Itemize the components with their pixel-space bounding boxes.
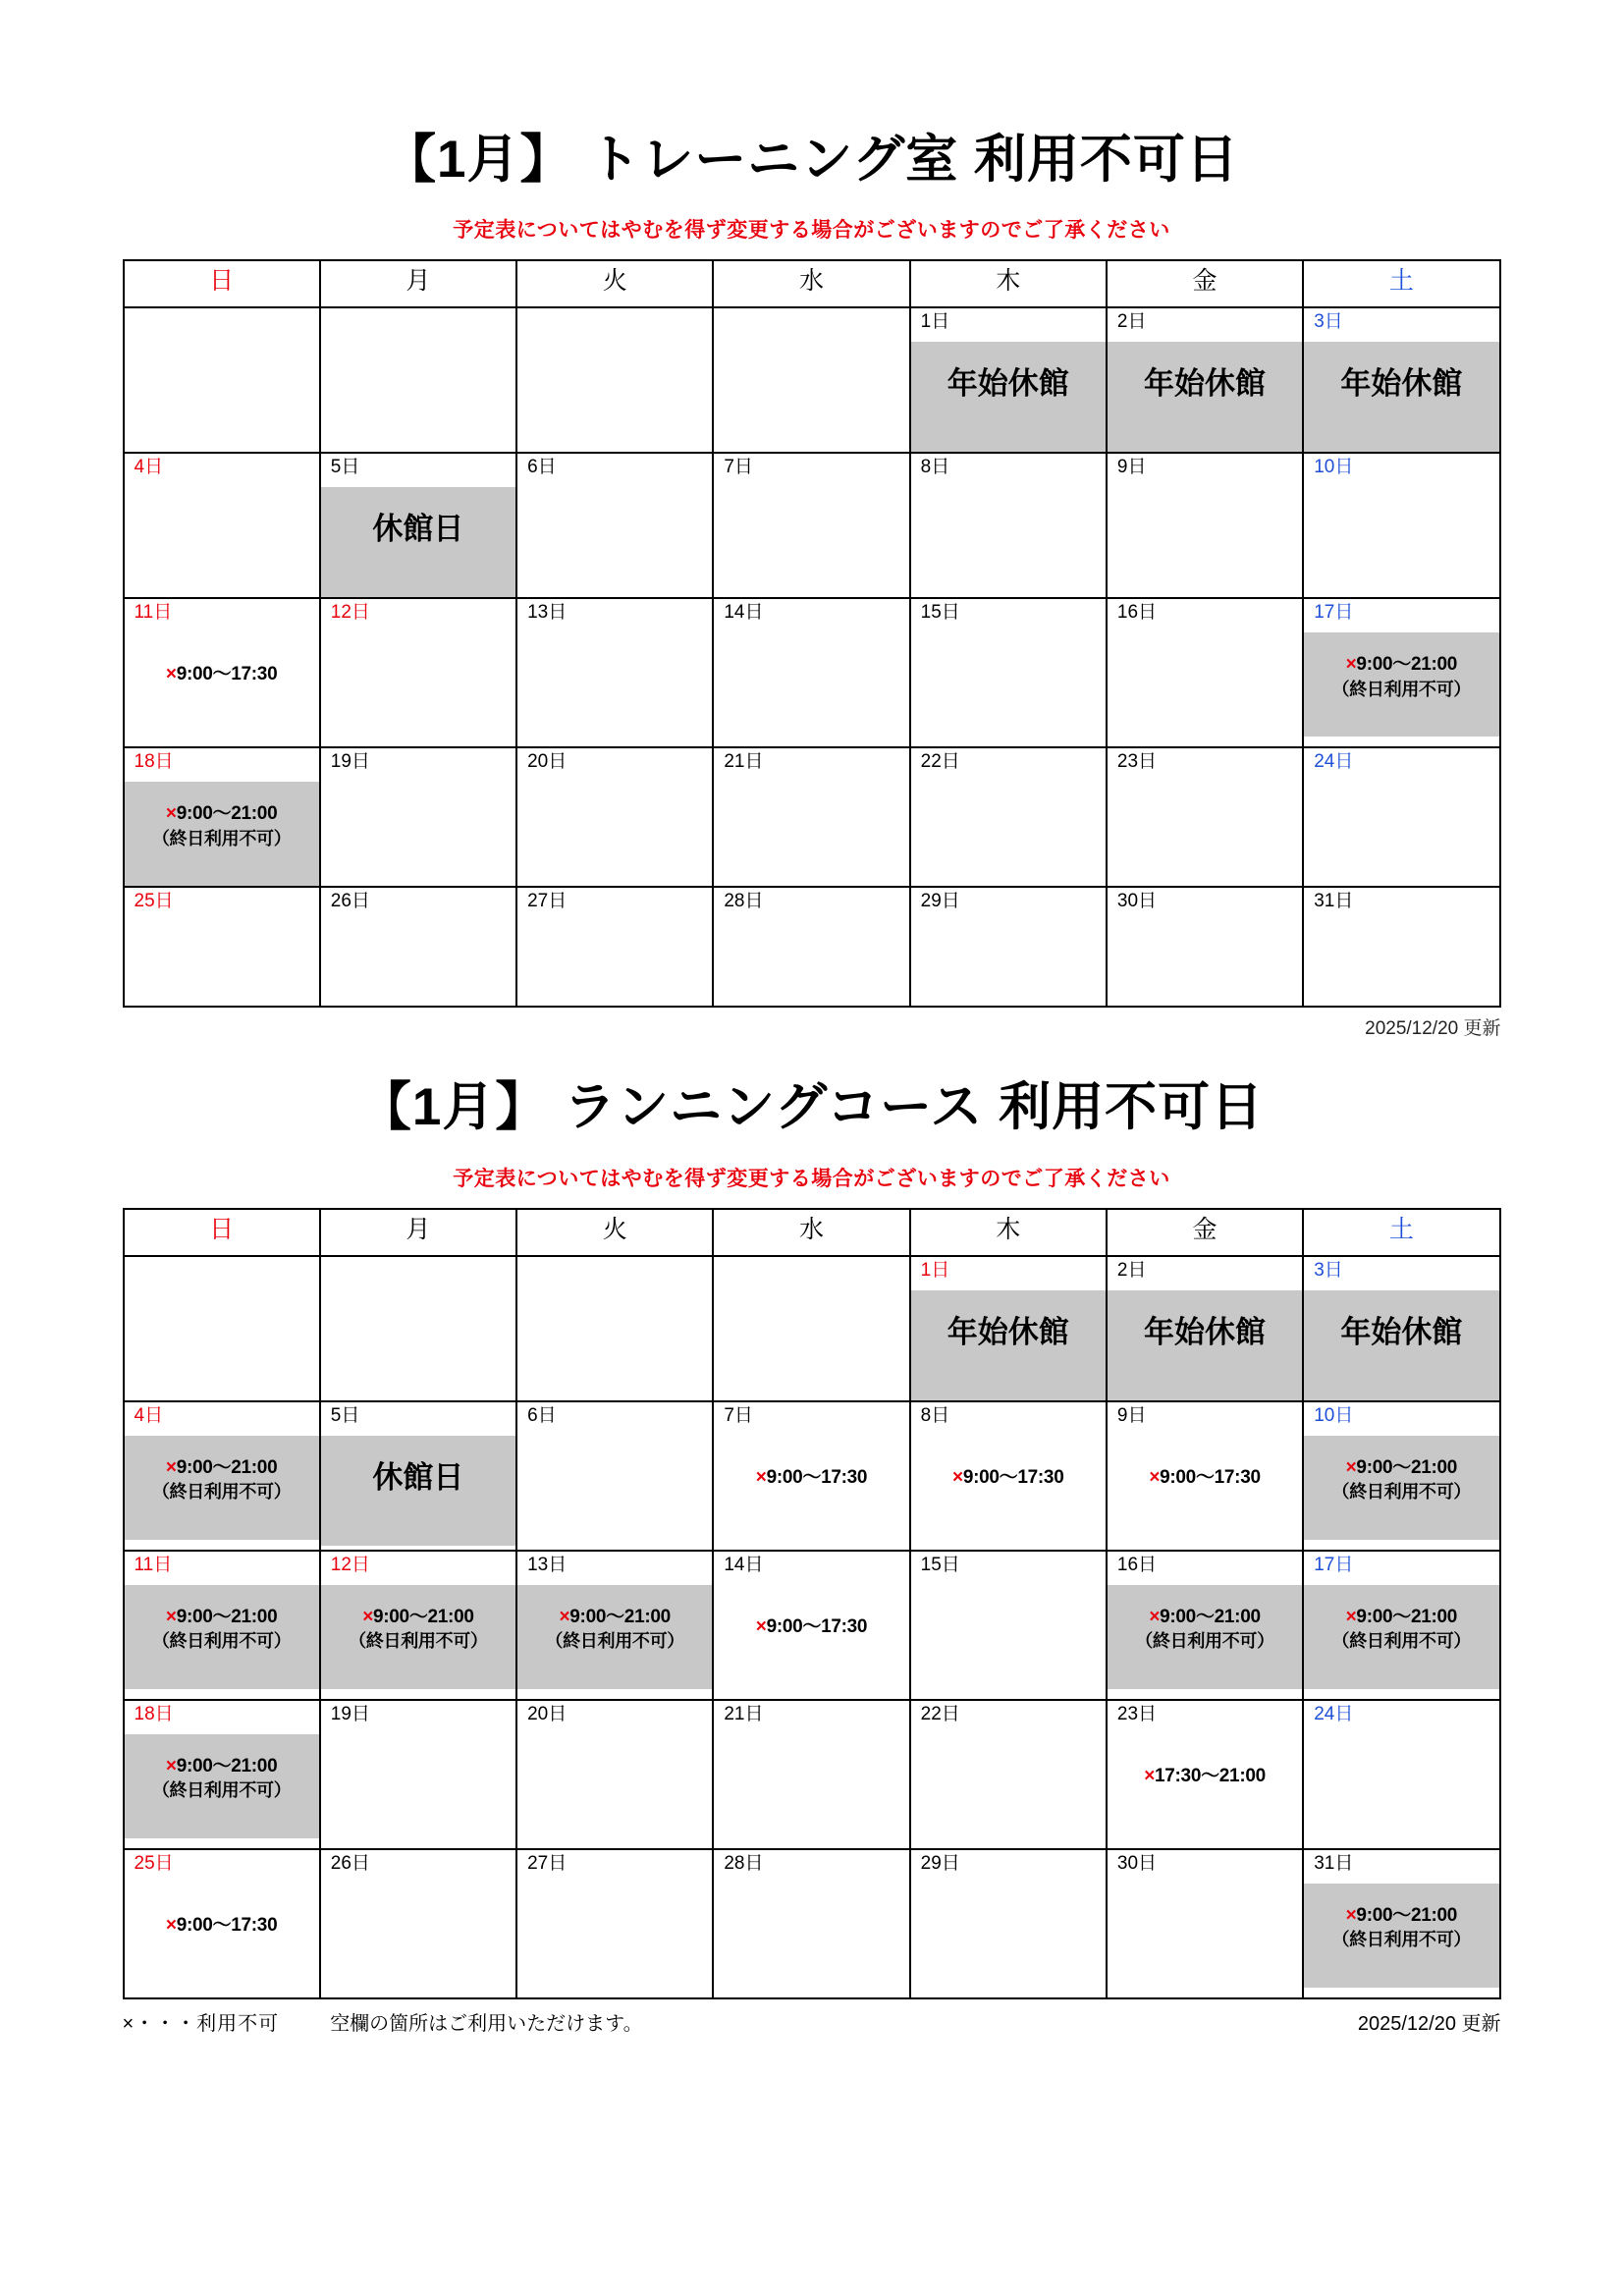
- updated-date-running: 2025/12/20 更新: [1357, 2012, 1501, 2035]
- weekday-wed: 水: [713, 260, 909, 307]
- day-content: [911, 921, 1106, 1006]
- day-number: 29日: [920, 891, 960, 912]
- day-cell: [124, 1700, 320, 1849]
- day-number: 8日: [920, 1404, 950, 1426]
- day-content: [714, 921, 908, 1006]
- unavailable-note: ×9:00〜17:30: [952, 1466, 1064, 1488]
- day-content-note: [1108, 1734, 1302, 1848]
- unavailable-note-sub: （終日利用不可）: [1331, 1631, 1472, 1652]
- day-cell: [516, 1401, 713, 1551]
- day-content-note: [125, 1884, 319, 1997]
- calendar-week-row: [124, 1849, 1500, 1998]
- day-number: [714, 1257, 908, 1290]
- day-cell: [1107, 1849, 1303, 1998]
- day-number: 7日: [724, 1404, 753, 1426]
- day-content: [1108, 1884, 1302, 1968]
- day-content: [714, 487, 908, 572]
- day-cell: [713, 1401, 909, 1551]
- day-number: 16日: [1116, 602, 1158, 624]
- day-cell: [1107, 1401, 1303, 1551]
- day-cell: [124, 598, 320, 747]
- day-number: 15日: [920, 602, 960, 624]
- day-number: 24日: [1314, 751, 1354, 773]
- day-cell: [320, 1256, 516, 1401]
- footer: [123, 2007, 1501, 2036]
- day-cell: [124, 887, 320, 1007]
- day-content-note: [125, 782, 319, 886]
- day-number: 6日: [527, 457, 557, 478]
- day-content: [911, 1734, 1106, 1819]
- day-cell: [910, 887, 1107, 1007]
- calendar-week-row: [124, 1256, 1500, 1401]
- day-number: [714, 308, 908, 342]
- day-content: [517, 921, 712, 1006]
- day-content-note: [125, 1734, 319, 1838]
- day-number: 31日: [1314, 891, 1354, 912]
- day-number: 5日: [330, 457, 360, 478]
- unavailable-note: ×9:00〜21:00: [165, 1456, 278, 1478]
- calendar-week-row: [124, 747, 1500, 887]
- day-content: [517, 1884, 712, 1968]
- day-cell: [516, 1849, 713, 1998]
- day-content-closed: 休館日: [321, 1436, 515, 1546]
- unavailable-note: ×9:00〜21:00: [559, 1606, 671, 1627]
- unavailable-note-sub: （終日利用不可）: [1135, 1631, 1274, 1652]
- calendar-week-row: [124, 598, 1500, 747]
- unavailable-note: ×9:00〜17:30: [755, 1615, 868, 1637]
- day-content: [714, 1734, 908, 1819]
- section-running-course: [0, 1040, 1623, 2035]
- day-content-note: [714, 1436, 908, 1550]
- day-content: [321, 1290, 515, 1375]
- page-title-running: 【1月】 ランニングコース 利用不可日: [358, 1078, 1265, 1137]
- day-number: 16日: [1116, 1554, 1158, 1575]
- day-cell: [1303, 747, 1499, 887]
- unavailable-note: ×9:00〜17:30: [165, 1914, 278, 1936]
- unavailable-note-sub: （終日利用不可）: [1331, 679, 1472, 699]
- notice-training: 予定表についてはやむを得ず変更する場合がございますのでご了承ください: [453, 219, 1170, 243]
- day-number: 15日: [920, 1554, 960, 1575]
- day-cell: [516, 887, 713, 1007]
- day-cell: [516, 307, 713, 453]
- unavailable-note-sub: （終日利用不可）: [545, 1631, 684, 1652]
- day-content: [1108, 632, 1302, 717]
- day-content: [517, 782, 712, 866]
- legend-blank: 空欄の箇所はご利用いただけます。: [330, 2012, 643, 2035]
- day-cell: [320, 1401, 516, 1551]
- day-cell: [1107, 887, 1303, 1007]
- unavailable-note-sub: （終日利用不可）: [151, 1482, 292, 1503]
- day-number: 10日: [1314, 1404, 1354, 1426]
- day-cell: [516, 1551, 713, 1700]
- day-content-note: [321, 1585, 515, 1689]
- day-cell: [1303, 887, 1499, 1007]
- weekday-sun: 日: [124, 260, 320, 307]
- day-cell: [320, 1700, 516, 1849]
- day-content: [125, 1290, 319, 1375]
- day-content: [714, 632, 908, 717]
- day-cell: [1303, 1551, 1499, 1700]
- day-number: 5日: [330, 1404, 360, 1426]
- day-content-note: [1108, 1585, 1302, 1689]
- day-number: [125, 1257, 319, 1290]
- unavailable-note: ×9:00〜21:00: [1345, 1904, 1458, 1926]
- day-content: [714, 1884, 908, 1968]
- day-number: 11日: [134, 1554, 173, 1575]
- day-cell: [1303, 598, 1499, 747]
- day-number: 14日: [724, 1554, 764, 1575]
- weekday-mon: 月: [320, 260, 516, 307]
- weekday-tue: 火: [516, 1209, 713, 1256]
- day-cell: [320, 453, 516, 598]
- day-cell: [516, 453, 713, 598]
- day-content: [1304, 1734, 1498, 1819]
- day-content: [911, 1884, 1106, 1968]
- day-cell: [320, 307, 516, 453]
- day-cell: [1303, 1256, 1499, 1401]
- day-number: 20日: [527, 1703, 568, 1724]
- day-cell: [1303, 1700, 1499, 1849]
- day-cell: [516, 747, 713, 887]
- day-number: 17日: [1314, 602, 1354, 624]
- unavailable-note-sub: （終日利用不可）: [151, 1780, 292, 1801]
- day-number: [517, 308, 712, 342]
- day-number: 31日: [1314, 1852, 1354, 1874]
- section-training-room: [0, 0, 1623, 1040]
- day-cell: [713, 1551, 909, 1700]
- day-number: 30日: [1116, 1852, 1158, 1874]
- day-cell: [713, 307, 909, 453]
- day-cell: [1107, 747, 1303, 887]
- day-cell: [124, 307, 320, 453]
- notice-running: 予定表についてはやむを得ず変更する場合がございますのでご了承ください: [453, 1167, 1170, 1190]
- unavailable-note: ×9:00〜17:30: [1149, 1466, 1261, 1488]
- weekday-mon: 月: [320, 1209, 516, 1256]
- unavailable-note: ×9:00〜21:00: [165, 803, 278, 825]
- day-number: 17日: [1314, 1554, 1354, 1575]
- day-content: [321, 782, 515, 866]
- day-cell: [1107, 307, 1303, 453]
- day-content: [1304, 487, 1498, 572]
- day-content: [321, 632, 515, 717]
- day-cell: [1303, 307, 1499, 453]
- calendar-table-running: [123, 1208, 1501, 1999]
- day-content-closed: 年始休館: [1304, 342, 1498, 452]
- day-number: 4日: [134, 457, 164, 478]
- calendar-table-training: [123, 259, 1501, 1008]
- unavailable-note-sub: （終日利用不可）: [349, 1631, 488, 1652]
- day-number: 27日: [527, 891, 568, 912]
- unavailable-note: ×9:00〜21:00: [165, 1606, 278, 1627]
- day-number: 1日: [920, 311, 950, 333]
- day-content-closed: 年始休館: [1304, 1290, 1498, 1400]
- weekday-sun: 日: [124, 1209, 320, 1256]
- day-number: 22日: [920, 751, 960, 773]
- day-number: [517, 1257, 712, 1290]
- day-cell: [1107, 453, 1303, 598]
- day-number: 21日: [724, 751, 764, 773]
- calendar-week-row: [124, 887, 1500, 1007]
- day-number: 23日: [1116, 1703, 1158, 1724]
- day-content-note: [1304, 1585, 1498, 1689]
- day-content: [125, 342, 319, 426]
- calendar-week-row: [124, 307, 1500, 453]
- day-cell: [516, 598, 713, 747]
- day-content-note: [517, 1585, 712, 1689]
- day-content: [714, 1290, 908, 1375]
- unavailable-note: ×17:30〜21:00: [1144, 1765, 1266, 1786]
- day-cell: [1303, 453, 1499, 598]
- unavailable-note-sub: （終日利用不可）: [1331, 1930, 1472, 1950]
- day-content: [125, 921, 319, 1006]
- day-content: [517, 632, 712, 717]
- day-cell: [124, 1256, 320, 1401]
- day-content: [517, 342, 712, 426]
- day-number: 3日: [1314, 311, 1343, 333]
- day-content-note: [1304, 632, 1498, 737]
- day-cell: [1107, 1700, 1303, 1849]
- day-content: [321, 1734, 515, 1819]
- day-content: [714, 342, 908, 426]
- day-cell: [124, 747, 320, 887]
- day-content-note: [1304, 1436, 1498, 1540]
- day-content: [1108, 782, 1302, 866]
- weekday-sat: 土: [1303, 1209, 1499, 1256]
- day-content: [517, 1734, 712, 1819]
- day-content-note: [911, 1436, 1106, 1550]
- unavailable-note: ×9:00〜17:30: [755, 1466, 868, 1488]
- day-content-note: [125, 1436, 319, 1540]
- day-cell: [124, 453, 320, 598]
- unavailable-note: ×9:00〜21:00: [362, 1606, 474, 1627]
- day-content: [1108, 921, 1302, 1006]
- day-number: 7日: [724, 457, 753, 478]
- day-content: [714, 782, 908, 866]
- day-number: 26日: [330, 891, 370, 912]
- day-cell: [516, 1700, 713, 1849]
- day-content: [1304, 921, 1498, 1006]
- day-cell: [713, 1256, 909, 1401]
- day-cell: [1107, 598, 1303, 747]
- unavailable-note-sub: （終日利用不可）: [151, 828, 292, 848]
- day-cell: [1107, 1256, 1303, 1401]
- unavailable-note: ×9:00〜21:00: [1149, 1606, 1261, 1627]
- day-content: [517, 487, 712, 572]
- day-number: 10日: [1314, 457, 1354, 478]
- day-content: [1108, 487, 1302, 572]
- day-content: [321, 342, 515, 426]
- weekday-thu: 木: [910, 1209, 1107, 1256]
- day-number: 23日: [1116, 751, 1158, 773]
- weekday-header-row: [124, 1209, 1500, 1256]
- calendar-week-row: [124, 1700, 1500, 1849]
- day-cell: [713, 747, 909, 887]
- day-content-closed: 年始休館: [911, 342, 1106, 452]
- day-cell: [1303, 1401, 1499, 1551]
- day-content-closed: 休館日: [321, 487, 515, 597]
- day-cell: [320, 747, 516, 887]
- day-cell: [910, 598, 1107, 747]
- day-cell: [124, 1551, 320, 1700]
- day-content: [911, 487, 1106, 572]
- day-cell: [910, 747, 1107, 887]
- unavailable-note: ×9:00〜21:00: [1345, 1606, 1458, 1627]
- day-number: 9日: [1116, 1404, 1147, 1426]
- day-number: 18日: [134, 1703, 174, 1724]
- day-number: [321, 308, 515, 342]
- day-number: 3日: [1314, 1259, 1343, 1281]
- day-content: [1304, 782, 1498, 866]
- day-number: 12日: [330, 1554, 370, 1575]
- weekday-thu: 木: [910, 260, 1107, 307]
- day-number: 4日: [134, 1404, 164, 1426]
- calendar-week-row: [124, 1401, 1500, 1551]
- day-content-closed: 年始休館: [1108, 1290, 1302, 1400]
- weekday-fri: 金: [1107, 1209, 1303, 1256]
- day-number: 19日: [330, 1703, 370, 1724]
- weekday-fri: 金: [1107, 260, 1303, 307]
- calendar-week-row: [124, 453, 1500, 598]
- day-number: [125, 308, 319, 342]
- day-cell: [713, 1700, 909, 1849]
- day-number: 2日: [1116, 311, 1147, 333]
- day-cell: [910, 453, 1107, 598]
- day-cell: [910, 307, 1107, 453]
- day-number: 26日: [330, 1852, 370, 1874]
- day-cell: [320, 1551, 516, 1700]
- calendar-week-row: [124, 1551, 1500, 1700]
- day-cell: [713, 453, 909, 598]
- unavailable-note-sub: （終日利用不可）: [1331, 1482, 1472, 1503]
- day-number: 29日: [920, 1852, 960, 1874]
- day-content: [911, 632, 1106, 717]
- page-title-training: 【1月】 トレーニング室 利用不可日: [384, 131, 1239, 189]
- day-cell: [124, 1849, 320, 1998]
- day-cell: [320, 887, 516, 1007]
- day-number: 6日: [527, 1404, 557, 1426]
- legend-unavailable: ×・・・利用不可: [122, 2012, 280, 2035]
- day-number: 1日: [920, 1259, 950, 1281]
- day-number: 21日: [724, 1703, 764, 1724]
- unavailable-note: ×9:00〜21:00: [1345, 654, 1458, 676]
- day-cell: [910, 1256, 1107, 1401]
- day-number: 20日: [527, 751, 568, 773]
- day-cell: [713, 887, 909, 1007]
- day-cell: [320, 598, 516, 747]
- day-content-note: [125, 632, 319, 746]
- weekday-tue: 火: [516, 260, 713, 307]
- weekday-sat: 土: [1303, 260, 1499, 307]
- day-number: 25日: [134, 1852, 174, 1874]
- unavailable-note: ×9:00〜21:00: [165, 1755, 278, 1777]
- day-content: [321, 921, 515, 1006]
- day-content: [911, 1585, 1106, 1669]
- weekday-wed: 水: [713, 1209, 909, 1256]
- day-number: 14日: [724, 602, 764, 624]
- day-number: [321, 1257, 515, 1290]
- day-number: 8日: [920, 457, 950, 478]
- day-number: 18日: [134, 751, 174, 773]
- day-cell: [713, 1849, 909, 1998]
- day-content: [517, 1290, 712, 1375]
- day-number: 30日: [1116, 891, 1158, 912]
- day-number: 19日: [330, 751, 370, 773]
- day-content: [517, 1436, 712, 1520]
- day-number: 24日: [1314, 1703, 1354, 1724]
- day-cell: [124, 1401, 320, 1551]
- day-cell: [516, 1256, 713, 1401]
- day-content-note: [125, 1585, 319, 1689]
- day-content-note: [1108, 1436, 1302, 1550]
- updated-date-training: 2025/12/20 更新: [1365, 1018, 1501, 1040]
- day-number: 25日: [134, 891, 174, 912]
- day-cell: [910, 1849, 1107, 1998]
- unavailable-note-sub: （終日利用不可）: [151, 1631, 292, 1652]
- day-cell: [910, 1551, 1107, 1700]
- day-content-note: [1304, 1884, 1498, 1988]
- day-content-closed: 年始休館: [911, 1290, 1106, 1400]
- day-number: 2日: [1116, 1259, 1147, 1281]
- day-cell: [713, 598, 909, 747]
- day-cell: [1303, 1849, 1499, 1998]
- day-cell: [910, 1401, 1107, 1551]
- day-number: 28日: [724, 891, 764, 912]
- day-number: 13日: [527, 602, 568, 624]
- day-number: 28日: [724, 1852, 764, 1874]
- unavailable-note: ×9:00〜17:30: [165, 664, 278, 685]
- day-number: 11日: [134, 602, 173, 624]
- day-content-closed: 年始休館: [1108, 342, 1302, 452]
- day-cell: [1107, 1551, 1303, 1700]
- day-content: [911, 782, 1106, 866]
- day-number: 13日: [527, 1554, 568, 1575]
- day-number: 9日: [1116, 457, 1147, 478]
- day-number: 12日: [330, 602, 370, 624]
- day-number: 22日: [920, 1703, 960, 1724]
- day-cell: [320, 1849, 516, 1998]
- unavailable-note: ×9:00〜21:00: [1345, 1456, 1458, 1478]
- day-content: [321, 1884, 515, 1968]
- weekday-header-row: [124, 260, 1500, 307]
- day-content: [125, 487, 319, 572]
- day-number: 27日: [527, 1852, 568, 1874]
- day-content-note: [714, 1585, 908, 1699]
- day-cell: [910, 1700, 1107, 1849]
